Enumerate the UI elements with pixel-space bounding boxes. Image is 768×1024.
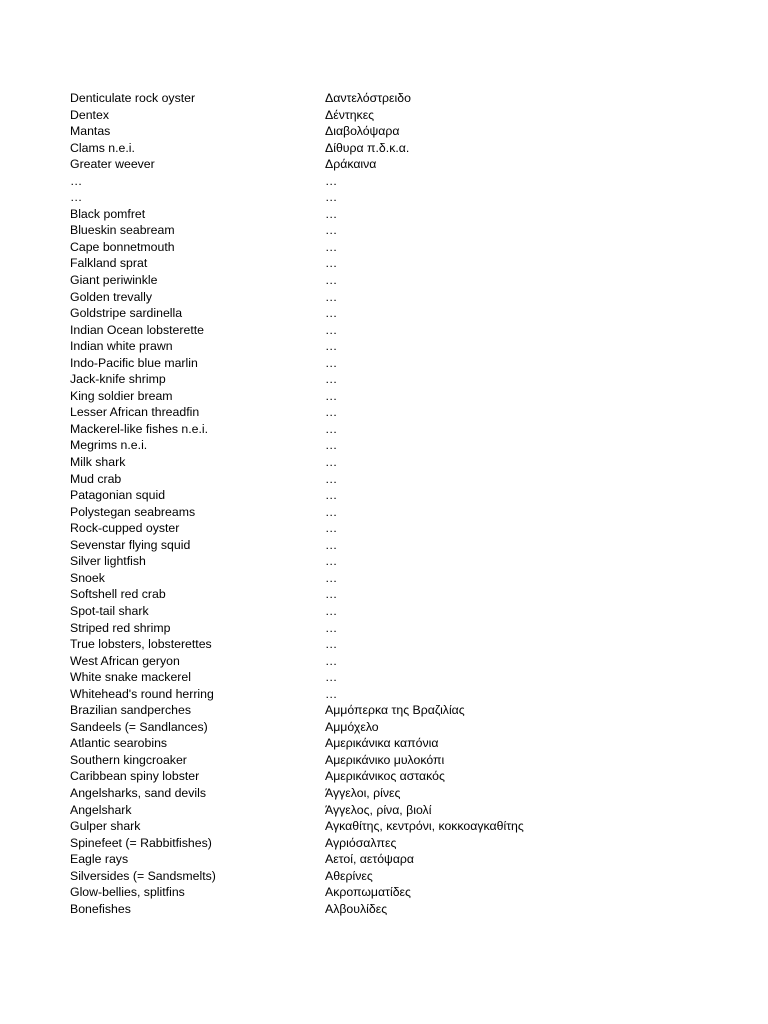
glossary-row xyxy=(70,487,670,504)
english-name: Eagle rays xyxy=(70,852,129,867)
greek-name: Δαντελόστρειδο xyxy=(325,91,411,105)
glossary-row xyxy=(70,371,670,388)
english-name: White snake mackerel xyxy=(70,670,191,685)
glossary-row xyxy=(70,537,670,554)
english-name: Rock-cupped oyster xyxy=(70,521,180,536)
greek-name: … xyxy=(325,537,338,552)
english-name: Silversides (= Sandsmelts) xyxy=(70,868,216,883)
glossary-row xyxy=(70,322,670,339)
glossary-row xyxy=(70,338,670,355)
english-name: Golden trevally xyxy=(70,289,153,304)
glossary-row xyxy=(70,156,670,173)
english-name: Greater weever xyxy=(70,157,155,172)
greek-name: Αμερικάνικος αστακός xyxy=(325,769,445,784)
greek-name: … xyxy=(325,405,338,420)
greek-name: … xyxy=(325,438,338,453)
english-name: Spinefeet (= Rabbitfishes) xyxy=(70,835,212,850)
english-name: True lobsters, lobsterettes xyxy=(70,637,212,652)
glossary-row xyxy=(70,851,670,868)
glossary-row xyxy=(70,107,670,124)
glossary-row xyxy=(70,603,670,620)
glossary-row xyxy=(70,620,670,637)
glossary-row xyxy=(70,173,670,190)
english-name: Megrims n.e.i. xyxy=(70,438,148,453)
glossary-row xyxy=(70,802,670,819)
english-name: Goldstripe sardinella xyxy=(70,306,183,321)
english-name: Bonefishes xyxy=(70,901,131,916)
greek-name: Διαβολόψαρα xyxy=(325,124,400,139)
greek-name: … xyxy=(325,339,338,354)
glossary-row xyxy=(70,140,670,157)
glossary-row xyxy=(70,189,670,206)
glossary-row xyxy=(70,222,670,239)
greek-name: … xyxy=(325,670,338,685)
glossary-row xyxy=(70,272,670,289)
glossary-row xyxy=(70,90,670,107)
greek-name: … xyxy=(325,603,338,618)
english-name: Mantas xyxy=(70,124,111,139)
greek-name: … xyxy=(325,239,338,254)
english-name: Polystegan seabreams xyxy=(70,504,196,519)
greek-name: … xyxy=(325,273,338,288)
english-name: Cape bonnetmouth xyxy=(70,239,175,254)
english-name: Snoek xyxy=(70,570,105,585)
glossary-row xyxy=(70,404,670,421)
english-name: Angelsharks, sand devils xyxy=(70,785,207,800)
english-name: Indian Ocean lobsterette xyxy=(70,322,204,337)
english-name: Denticulate rock oyster xyxy=(70,91,196,105)
greek-name: … xyxy=(325,256,338,271)
english-name: King soldier bream xyxy=(70,388,173,403)
english-name: Milk shark xyxy=(70,455,126,470)
greek-name: Άγγελος, ρίνα, βιολί xyxy=(325,802,432,817)
english-name: Mackerel-like fishes n.e.i. xyxy=(70,421,209,436)
glossary-row xyxy=(70,123,670,140)
english-name: Angelshark xyxy=(70,802,132,817)
english-name: Softshell red crab xyxy=(70,587,166,602)
greek-name: … xyxy=(325,686,338,701)
english-name: Indo-Pacific blue marlin xyxy=(70,355,198,370)
english-name: Silver lightfish xyxy=(70,554,146,569)
english-name: Sandeels (= Sandlances) xyxy=(70,719,208,734)
greek-name: … xyxy=(325,488,338,503)
greek-name: … xyxy=(325,322,338,337)
glossary-row xyxy=(70,901,670,918)
greek-name: … xyxy=(325,521,338,536)
english-name: Jack-knife shrimp xyxy=(70,372,166,387)
glossary-row xyxy=(70,421,670,438)
greek-name: Αμερικάνικο μυλοκόπι xyxy=(325,752,445,767)
english-name: … xyxy=(70,173,83,188)
greek-name: Αμερικάνικα καπόνια xyxy=(325,736,439,751)
greek-name: … xyxy=(325,372,338,387)
glossary-row xyxy=(70,735,670,752)
glossary-row xyxy=(70,355,670,372)
greek-name: … xyxy=(325,173,338,188)
english-name: Falkland sprat xyxy=(70,256,148,271)
glossary-row xyxy=(70,835,670,852)
english-name: Brazilian sandperches xyxy=(70,703,191,718)
glossary-row xyxy=(70,504,670,521)
glossary-row xyxy=(70,702,670,719)
greek-name: … xyxy=(325,554,338,569)
greek-name: … xyxy=(325,570,338,585)
greek-name: … xyxy=(325,190,338,205)
glossary-row xyxy=(70,768,670,785)
glossary-row xyxy=(70,818,670,835)
greek-name: Αθερίνες xyxy=(325,868,373,883)
english-name: Glow-bellies, splitfins xyxy=(70,885,185,900)
greek-name: … xyxy=(325,223,338,238)
greek-name: … xyxy=(325,620,338,635)
glossary-row xyxy=(70,719,670,736)
greek-name: Αλβουλίδες xyxy=(325,901,388,916)
glossary-row xyxy=(70,289,670,306)
english-name: Spot-tail shark xyxy=(70,603,149,618)
glossary-row xyxy=(70,553,670,570)
english-name: Black pomfret xyxy=(70,206,146,221)
greek-name: Δέντηκες xyxy=(325,107,375,122)
greek-name: … xyxy=(325,421,338,436)
glossary-row xyxy=(70,305,670,322)
greek-name: … xyxy=(325,587,338,602)
glossary-row xyxy=(70,388,670,405)
english-name: … xyxy=(70,190,83,205)
glossary-row xyxy=(70,570,670,587)
species-glossary xyxy=(70,90,670,917)
english-name: Atlantic searobins xyxy=(70,736,168,751)
greek-name: Αγκαθίτης, κεντρόνι, κοκκοαγκαθίτης xyxy=(325,819,524,834)
greek-name: Άγγελοι, ρίνες xyxy=(325,785,401,800)
english-name: Gulper shark xyxy=(70,819,141,834)
english-name: Mud crab xyxy=(70,471,122,486)
english-name: Patagonian squid xyxy=(70,488,166,503)
greek-name: Ακροπωματίδες xyxy=(325,885,411,900)
english-name: Striped red shrimp xyxy=(70,620,171,635)
english-name: Caribbean spiny lobster xyxy=(70,769,200,784)
greek-name: Αμμόπερκα της Βραζιλίας xyxy=(325,703,465,718)
greek-name: Δράκαινα xyxy=(325,157,377,172)
glossary-row xyxy=(70,653,670,670)
greek-name: … xyxy=(325,206,338,221)
english-name: Southern kingcroaker xyxy=(70,752,187,767)
greek-name: … xyxy=(325,653,338,668)
glossary-row xyxy=(70,437,670,454)
glossary-row xyxy=(70,669,670,686)
greek-name: Αμμόχελο xyxy=(325,719,379,734)
english-name: Lesser African threadfin xyxy=(70,405,200,420)
glossary-row xyxy=(70,884,670,901)
glossary-row xyxy=(70,206,670,223)
glossary-row xyxy=(70,471,670,488)
greek-name: Αγριόσαλπες xyxy=(325,835,397,850)
greek-name: … xyxy=(325,355,338,370)
glossary-row xyxy=(70,636,670,653)
greek-name: Αετοί, αετόψαρα xyxy=(325,852,415,867)
english-name: Blueskin seabream xyxy=(70,223,175,238)
glossary-row xyxy=(70,520,670,537)
glossary-row xyxy=(70,785,670,802)
glossary-row xyxy=(70,586,670,603)
greek-name: … xyxy=(325,637,338,652)
greek-name: … xyxy=(325,289,338,304)
english-name: Whitehead's round herring xyxy=(70,686,214,701)
greek-name: … xyxy=(325,471,338,486)
greek-name: … xyxy=(325,388,338,403)
greek-name: … xyxy=(325,504,338,519)
glossary-row xyxy=(70,239,670,256)
english-name: Giant periwinkle xyxy=(70,273,158,288)
greek-name: … xyxy=(325,306,338,321)
greek-name: Δίθυρα π.δ.κ.α. xyxy=(325,140,410,155)
english-name: Sevenstar flying squid xyxy=(70,537,191,552)
english-name: Dentex xyxy=(70,107,109,122)
greek-name: … xyxy=(325,455,338,470)
glossary-row xyxy=(70,868,670,885)
glossary-row xyxy=(70,686,670,703)
glossary-row xyxy=(70,255,670,272)
glossary-row xyxy=(70,752,670,769)
glossary-row xyxy=(70,454,670,471)
english-name: Indian white prawn xyxy=(70,339,173,354)
english-name: Clams n.e.i. xyxy=(70,140,135,155)
english-name: West African geryon xyxy=(70,653,180,668)
